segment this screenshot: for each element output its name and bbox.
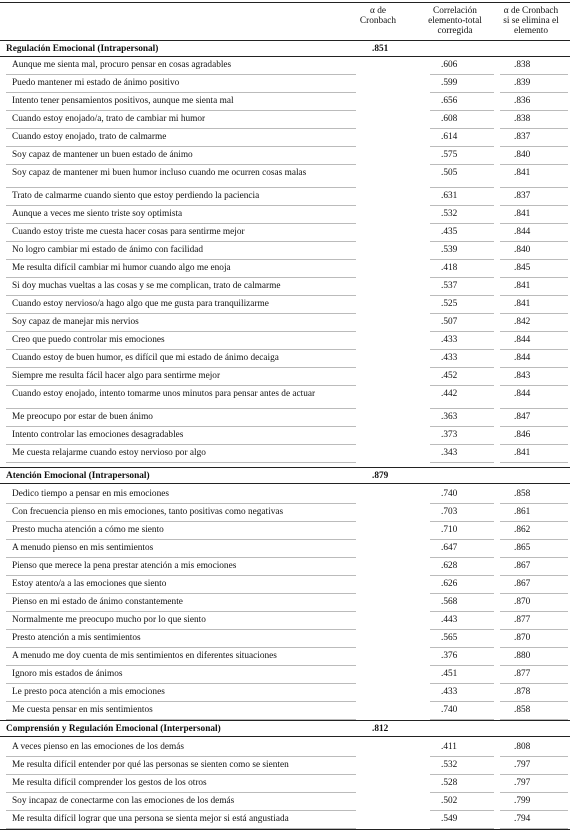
section-alpha: .851	[372, 44, 389, 54]
item-text: Cuando estoy nervioso/a hago algo que me gusta para tranquilizarme	[12, 299, 269, 309]
table-row	[0, 150, 570, 168]
row-separator	[430, 792, 494, 793]
item-total-correlation: .507	[441, 317, 458, 327]
item-total-correlation: .606	[441, 60, 458, 70]
table-row	[0, 227, 570, 245]
row-separator	[500, 92, 568, 93]
row-separator	[500, 701, 568, 702]
bottom-rule	[0, 829, 570, 830]
table-row	[0, 412, 570, 430]
row-separator	[430, 444, 494, 445]
row-separator	[500, 205, 568, 206]
row-separator	[500, 187, 568, 188]
header-alpha-line: α de	[370, 6, 386, 16]
item-total-correlation: .608	[441, 114, 458, 124]
item-text: Soy capaz de mantener un buen estado de ánimo	[12, 150, 193, 160]
row-separator	[430, 462, 494, 463]
row-separator	[430, 187, 494, 188]
row-separator	[430, 683, 494, 684]
row-separator	[430, 277, 494, 278]
item-total-correlation: .537	[441, 281, 458, 291]
item-text: A menudo pienso en mis sentimientos	[12, 543, 154, 553]
alpha-if-deleted: .870	[514, 633, 531, 643]
row-separator	[6, 810, 356, 811]
section-alpha: .879	[372, 471, 389, 481]
table-row	[0, 561, 570, 579]
item-total-correlation: .502	[441, 796, 458, 806]
alpha-if-deleted: .844	[514, 389, 531, 399]
section-underline	[0, 56, 570, 57]
alpha-if-deleted: .839	[514, 78, 531, 88]
item-text: Trato de calmarme cuando siento que estoy perdiendo la paciencia	[12, 191, 260, 201]
row-separator	[6, 277, 356, 278]
row-separator	[500, 408, 568, 409]
table-row	[0, 579, 570, 597]
table-row	[0, 687, 570, 705]
row-separator	[6, 756, 356, 757]
alpha-if-deleted: .841	[514, 281, 531, 291]
alpha-if-deleted: .837	[514, 132, 531, 142]
item-total-correlation: .565	[441, 633, 458, 643]
alpha-if-deleted: .841	[514, 209, 531, 219]
alpha-if-deleted: .865	[514, 543, 531, 553]
item-text: Si doy muchas vueltas a las cosas y se me complican, trato de calmarme	[12, 281, 281, 291]
row-separator	[6, 74, 356, 75]
item-total-correlation: .575	[441, 150, 458, 160]
row-separator	[6, 593, 356, 594]
item-text: Estoy atento/a a las emociones que siento	[12, 579, 167, 589]
row-separator	[500, 146, 568, 147]
row-separator	[6, 385, 356, 386]
row-separator	[6, 367, 356, 368]
row-separator	[6, 128, 356, 129]
item-total-correlation: .343	[441, 448, 458, 458]
row-separator	[500, 462, 568, 463]
item-text: Intento tener pensamientos positivos, aunque me sienta mal	[12, 96, 234, 106]
item-total-correlation: .740	[441, 705, 458, 715]
alpha-if-deleted: .837	[514, 191, 531, 201]
table-row	[0, 78, 570, 96]
row-separator	[6, 575, 356, 576]
table-row	[0, 615, 570, 633]
item-total-correlation: .539	[441, 245, 458, 255]
row-separator	[430, 110, 494, 111]
row-separator	[430, 241, 494, 242]
row-separator	[6, 792, 356, 793]
header-alpha	[355, 6, 401, 26]
row-separator	[6, 241, 356, 242]
item-text: Pienso que merece la pena prestar atención a mis emociones	[12, 561, 237, 571]
item-total-correlation: .433	[441, 335, 458, 345]
row-separator	[500, 349, 568, 350]
alpha-if-deleted: .870	[514, 597, 531, 607]
row-separator	[500, 426, 568, 427]
row-separator	[6, 408, 356, 409]
row-separator	[430, 385, 494, 386]
row-separator	[6, 701, 356, 702]
row-separator	[500, 521, 568, 522]
alpha-if-deleted: .797	[514, 778, 531, 788]
section-underline	[0, 483, 570, 484]
table-row	[0, 299, 570, 317]
row-separator	[430, 557, 494, 558]
alpha-if-deleted: .867	[514, 579, 531, 589]
row-separator	[430, 774, 494, 775]
alpha-if-deleted: .841	[514, 448, 531, 458]
row-separator	[500, 557, 568, 558]
alpha-if-deleted: .844	[514, 353, 531, 363]
item-text: Cuando estoy triste me cuesta hacer cosas para sentirme mejor	[12, 227, 245, 237]
table-row	[0, 371, 570, 389]
item-text: Aunque me sienta mal, procuro pensar en cosas agradables	[12, 60, 232, 70]
alpha-if-deleted: .841	[514, 168, 531, 178]
row-separator	[430, 521, 494, 522]
row-separator	[500, 74, 568, 75]
alpha-if-deleted: .842	[514, 317, 531, 327]
alpha-if-deleted: .794	[514, 814, 531, 824]
alpha-if-deleted: .844	[514, 335, 531, 345]
alpha-if-deleted: .840	[514, 245, 531, 255]
section-rule	[0, 720, 570, 721]
item-text: Presto mucha atención a cómo me siento	[12, 525, 164, 535]
table-row	[0, 778, 570, 796]
item-text: Cuando estoy enojado, trato de calmarme	[12, 132, 167, 142]
row-separator	[430, 74, 494, 75]
row-separator	[6, 223, 356, 224]
row-separator	[500, 503, 568, 504]
item-total-correlation: .656	[441, 96, 458, 106]
item-text: No logro cambiar mi estado de ánimo con facilidad	[12, 245, 204, 255]
item-total-correlation: .626	[441, 579, 458, 589]
row-separator	[6, 331, 356, 332]
row-separator	[500, 629, 568, 630]
row-separator	[500, 295, 568, 296]
row-separator	[430, 367, 494, 368]
row-separator	[430, 259, 494, 260]
row-separator	[6, 205, 356, 206]
item-text: Me cuesta pensar en mis sentimientos	[12, 705, 153, 715]
row-separator	[6, 539, 356, 540]
alpha-if-deleted: .861	[514, 507, 531, 517]
row-separator	[430, 146, 494, 147]
row-separator	[430, 223, 494, 224]
row-separator	[6, 683, 356, 684]
row-separator	[500, 611, 568, 612]
row-separator	[500, 810, 568, 811]
alpha-if-deleted: .797	[514, 760, 531, 770]
row-separator	[500, 539, 568, 540]
alpha-if-deleted: .799	[514, 796, 531, 806]
item-total-correlation: .532	[441, 760, 458, 770]
item-total-correlation: .568	[441, 597, 458, 607]
item-text: Soy incapaz de conectarme con las emociones de los demás	[12, 796, 235, 806]
row-separator	[430, 756, 494, 757]
row-separator	[500, 756, 568, 757]
item-text: Aunque a veces me siento triste soy optimista	[12, 209, 183, 219]
row-separator	[500, 110, 568, 111]
row-separator	[6, 647, 356, 648]
table-row	[0, 245, 570, 263]
alpha-if-deleted: .836	[514, 96, 531, 106]
row-separator	[6, 295, 356, 296]
row-separator	[430, 205, 494, 206]
item-text: Me preocupo por estar de buen ánimo	[12, 412, 153, 422]
table-row	[0, 335, 570, 353]
table-row	[0, 209, 570, 227]
table-row	[0, 114, 570, 132]
row-separator	[6, 110, 356, 111]
row-separator	[430, 647, 494, 648]
item-text: Me resulta difícil entender por qué las personas se sienten como se sienten	[12, 760, 289, 770]
row-separator	[500, 792, 568, 793]
row-separator	[500, 367, 568, 368]
alpha-if-deleted: .880	[514, 651, 531, 661]
row-separator	[430, 665, 494, 666]
item-text: Me resulta difícil comprender los gestos de los otros	[12, 778, 207, 788]
alpha-if-deleted: .843	[514, 371, 531, 381]
section-underline	[0, 736, 570, 737]
table-row	[0, 742, 570, 760]
item-text: Cuando estoy de buen humor, es difícil que mi estado de ánimo decaiga	[12, 353, 279, 363]
section-rule	[0, 467, 570, 468]
table-row	[0, 525, 570, 543]
table-row	[0, 132, 570, 150]
row-separator	[430, 426, 494, 427]
row-separator	[500, 575, 568, 576]
table-row	[0, 263, 570, 281]
table-row	[0, 191, 570, 209]
row-separator	[500, 385, 568, 386]
item-total-correlation: .525	[441, 299, 458, 309]
item-text: Le presto poca atención a mis emociones	[12, 687, 165, 697]
header-alpha-del-line: si se elimina el	[503, 16, 559, 26]
table-row	[0, 760, 570, 778]
item-text: Con frecuencia pienso en mis emociones, tanto positivas como negativas	[12, 507, 284, 517]
header-alpha-del-line: α de Cronbach	[503, 6, 559, 16]
item-total-correlation: .528	[441, 778, 458, 788]
item-total-correlation: .452	[441, 371, 458, 381]
row-separator	[430, 92, 494, 93]
row-separator	[430, 575, 494, 576]
table-row	[0, 60, 570, 78]
alpha-if-deleted: .877	[514, 669, 531, 679]
table-row	[0, 353, 570, 371]
item-total-correlation: .628	[441, 561, 458, 571]
row-separator	[430, 164, 494, 165]
item-text: A menudo me doy cuenta de mis sentimientos en diferentes situaciones	[12, 651, 277, 661]
table-row	[0, 489, 570, 507]
alpha-if-deleted: .862	[514, 525, 531, 535]
row-separator	[430, 408, 494, 409]
item-text: Puedo mantener mi estado de ánimo positivo	[12, 78, 180, 88]
item-total-correlation: .376	[441, 651, 458, 661]
alpha-if-deleted: .841	[514, 299, 531, 309]
item-text: Cuando estoy enojado, intento tomarme unos minutos para pensar antes de actuar	[12, 389, 316, 399]
row-separator	[500, 593, 568, 594]
row-separator	[430, 295, 494, 296]
header-corr-line: Correlación	[433, 6, 477, 16]
row-separator	[430, 349, 494, 350]
item-text: Me resulta difícil cambiar mi humor cuando algo me enoja	[12, 263, 231, 273]
alpha-if-deleted: .844	[514, 227, 531, 237]
row-separator	[6, 774, 356, 775]
section-alpha: .812	[372, 724, 389, 734]
row-separator	[500, 774, 568, 775]
table-row	[0, 281, 570, 299]
alpha-if-deleted: .808	[514, 742, 531, 752]
item-total-correlation: .418	[441, 263, 458, 273]
item-total-correlation: .710	[441, 525, 458, 535]
header-rule	[0, 40, 570, 41]
item-total-correlation: .373	[441, 430, 458, 440]
alpha-if-deleted: .840	[514, 150, 531, 160]
row-separator	[430, 313, 494, 314]
row-separator	[6, 557, 356, 558]
header-correlation	[420, 6, 490, 36]
alpha-if-deleted: .867	[514, 561, 531, 571]
header-alpha-del-line: elemento	[513, 26, 549, 36]
item-total-correlation: .614	[441, 132, 458, 142]
row-separator	[6, 313, 356, 314]
row-separator	[6, 521, 356, 522]
item-total-correlation: .549	[441, 814, 458, 824]
row-separator	[500, 164, 568, 165]
table-row	[0, 796, 570, 814]
item-total-correlation: .363	[441, 412, 458, 422]
row-separator	[430, 539, 494, 540]
row-separator	[430, 629, 494, 630]
item-total-correlation: .532	[441, 209, 458, 219]
table-row	[0, 317, 570, 335]
item-total-correlation: .442	[441, 389, 458, 399]
row-separator	[6, 444, 356, 445]
alpha-if-deleted: .846	[514, 430, 531, 440]
table-row	[0, 597, 570, 615]
row-separator	[6, 629, 356, 630]
section-title: Regulación Emocional (Intrapersonal)	[6, 44, 159, 54]
table-row	[0, 96, 570, 114]
item-text: Cuando estoy enojado/a, trato de cambiar mi humor	[12, 114, 206, 124]
item-text: Siempre me resulta fácil hacer algo para sentirme mejor	[12, 371, 221, 381]
item-text: Presto atención a mis sentimientos	[12, 633, 141, 643]
alpha-if-deleted: .858	[514, 489, 531, 499]
row-separator	[500, 277, 568, 278]
item-text: A veces pienso en las emociones de los demás	[12, 742, 184, 752]
row-separator	[500, 241, 568, 242]
row-separator	[6, 462, 356, 463]
alpha-if-deleted: .847	[514, 412, 531, 422]
row-separator	[500, 313, 568, 314]
header-alpha-line: Cronbach	[359, 16, 397, 26]
item-total-correlation: .443	[441, 615, 458, 625]
item-total-correlation: .433	[441, 353, 458, 363]
table-row	[0, 543, 570, 561]
alpha-if-deleted: .858	[514, 705, 531, 715]
item-text: Intento controlar las emociones desagradables	[12, 430, 184, 440]
alpha-if-deleted: .877	[514, 615, 531, 625]
header-corr-line: corregida	[437, 26, 473, 36]
row-separator	[430, 611, 494, 612]
row-separator	[430, 331, 494, 332]
item-text: Ignoro mis estados de ánimos	[12, 669, 123, 679]
row-separator	[500, 223, 568, 224]
item-total-correlation: .647	[441, 543, 458, 553]
item-text: Pienso en mi estado de ánimo constantemente	[12, 597, 183, 607]
table-row	[0, 651, 570, 669]
item-text: Me resulta difícil lograr que una persona se sienta mejor si está angustiada	[12, 814, 289, 824]
item-total-correlation: .599	[441, 78, 458, 88]
row-separator	[6, 187, 356, 188]
row-separator	[6, 146, 356, 147]
top-rule	[0, 2, 570, 3]
item-total-correlation: .451	[441, 669, 458, 679]
item-total-correlation: .631	[441, 191, 458, 201]
row-separator	[500, 128, 568, 129]
row-separator	[6, 92, 356, 93]
table-row	[0, 430, 570, 448]
row-separator	[500, 665, 568, 666]
row-separator	[6, 259, 356, 260]
row-separator	[430, 503, 494, 504]
alpha-if-deleted: .878	[514, 687, 531, 697]
row-separator	[6, 503, 356, 504]
row-separator	[6, 164, 356, 165]
row-separator	[430, 701, 494, 702]
item-total-correlation: .703	[441, 507, 458, 517]
header-corr-line: elemento-total	[428, 16, 482, 26]
row-separator	[500, 444, 568, 445]
row-separator	[500, 683, 568, 684]
alpha-if-deleted: .838	[514, 114, 531, 124]
row-separator	[500, 259, 568, 260]
item-total-correlation: .433	[441, 687, 458, 697]
row-separator	[6, 426, 356, 427]
header-alpha-deleted	[494, 6, 568, 36]
row-separator	[6, 611, 356, 612]
row-separator	[430, 128, 494, 129]
item-total-correlation: .435	[441, 227, 458, 237]
row-separator	[6, 349, 356, 350]
table-row	[0, 507, 570, 525]
table-row	[0, 669, 570, 687]
section-title: Comprensión y Regulación Emocional (Interpersonal)	[6, 724, 221, 734]
table-row	[0, 633, 570, 651]
alpha-if-deleted: .845	[514, 263, 531, 273]
item-text: Soy capaz de manejar mis nervios	[12, 317, 139, 327]
row-separator	[500, 647, 568, 648]
item-text: Creo que puedo controlar mis emociones	[12, 335, 165, 345]
alpha-if-deleted: .838	[514, 60, 531, 70]
item-total-correlation: .411	[441, 742, 457, 752]
item-text: Me cuesta relajarme cuando estoy nervioso por algo	[12, 448, 206, 458]
row-separator	[430, 810, 494, 811]
item-total-correlation: .505	[441, 168, 458, 178]
item-text: Dedico tiempo a pensar en mis emociones	[12, 489, 169, 499]
table-row	[0, 448, 570, 466]
row-separator	[430, 593, 494, 594]
row-separator	[500, 331, 568, 332]
item-total-correlation: .740	[441, 489, 458, 499]
row-separator	[6, 665, 356, 666]
item-text: Normalmente me preocupo mucho por lo que siento	[12, 615, 206, 625]
section-title: Atención Emocional (Intrapersonal)	[6, 471, 150, 481]
item-text: Soy capaz de mantener mi buen humor incluso cuando me ocurren cosas malas	[12, 168, 307, 178]
